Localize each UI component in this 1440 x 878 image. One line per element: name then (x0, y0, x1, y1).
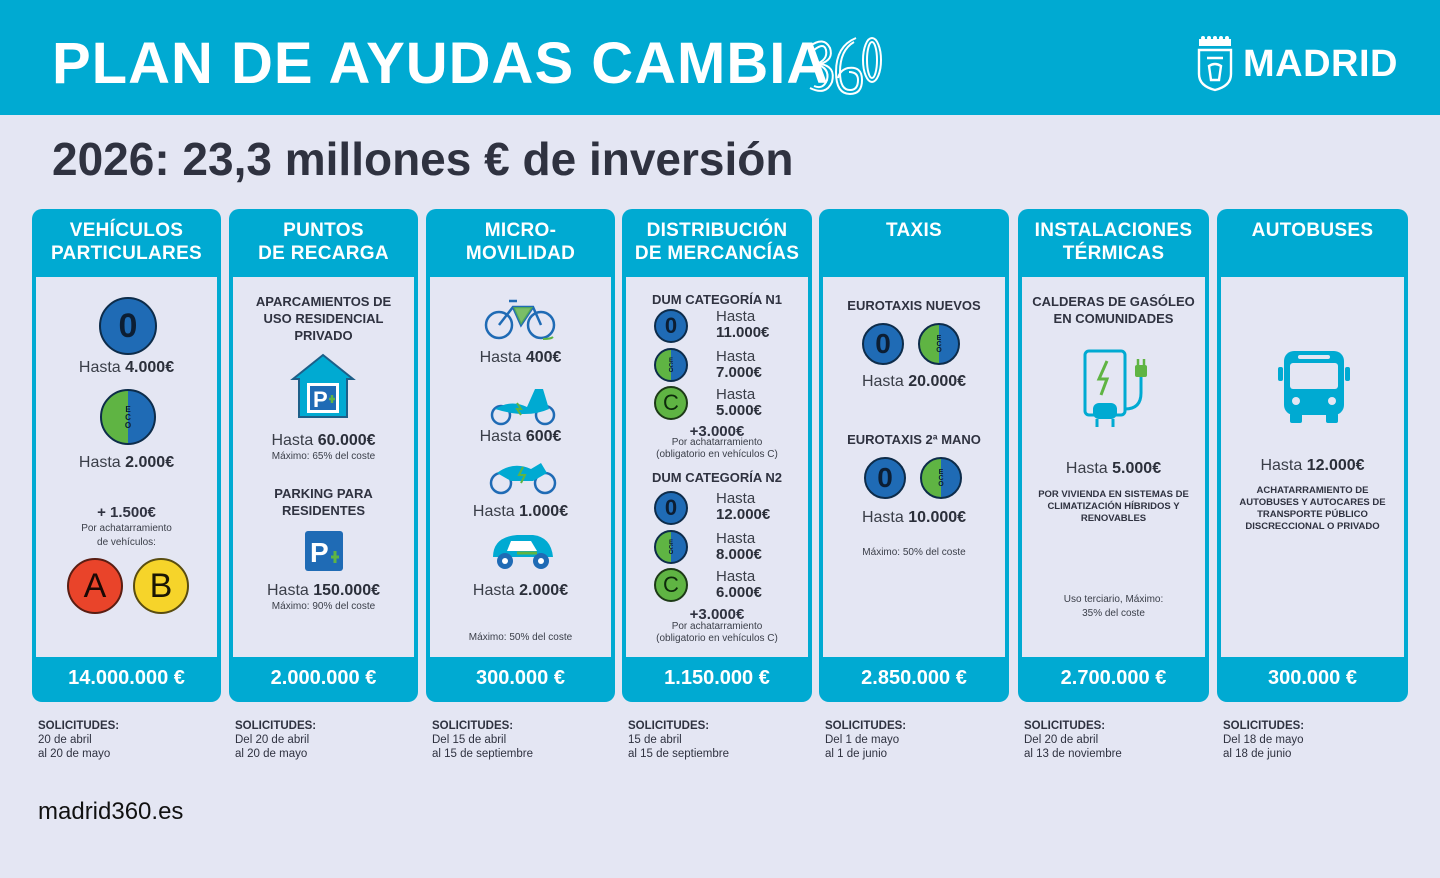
card-body (823, 277, 1005, 657)
section-title (233, 293, 414, 344)
max-note: Máximo: 65% del coste (271, 451, 376, 462)
section-title: EUROTAXIS NUEVOS (847, 298, 981, 313)
note-line: CLIMATIZACIÓN HÍBRIDOS Y (1047, 501, 1180, 512)
title-line: PARKING PARA (274, 486, 373, 501)
n2-title: DUM CATEGORÍA N2 (652, 470, 782, 485)
card-total: 300.000 € (476, 667, 565, 689)
applications-label: SOLICITUDES: (1223, 720, 1305, 732)
applications-date: al 1 de junio (825, 748, 888, 760)
card-total: 2.850.000 € (861, 667, 967, 689)
card-body (1022, 277, 1205, 657)
electric-scooter-icon (487, 381, 559, 427)
hasta-label: Hasta (78, 454, 121, 471)
parking-charger-icon (303, 529, 345, 573)
note-line: Por achatarramiento (671, 437, 763, 448)
house-parking-icon (289, 351, 357, 421)
electric-bike-icon (483, 297, 559, 343)
hasta-label: Hasta (78, 359, 121, 376)
eco-label-icon (100, 389, 156, 445)
amount-value: 5.000€ (1112, 460, 1162, 477)
heading-line: DE RECARGA (258, 243, 389, 264)
note-line: POR VIVIENDA EN SISTEMAS DE (1038, 489, 1189, 500)
amount-bus (1221, 457, 1404, 475)
amount-value: 6.000€ (716, 584, 762, 601)
aid-cards (32, 209, 1408, 702)
amount-bike (430, 349, 611, 367)
n2-bonus-note (626, 621, 808, 645)
card-total: 2.700.000 € (1060, 667, 1167, 689)
n1-amount-c (716, 387, 762, 419)
amount-value: 1.000€ (519, 503, 569, 520)
bus-note (1221, 485, 1404, 533)
applications-label: SOLICITUDES: (432, 720, 514, 732)
electric-motorbike-icon (487, 453, 559, 499)
hasta-label: Hasta (861, 509, 904, 526)
card-heading (1018, 219, 1209, 265)
card-total: 2.000.000 € (270, 667, 377, 689)
applications-vehiculos (38, 719, 119, 761)
applications-date: Del 18 de mayo (1223, 734, 1304, 746)
hasta-label: Hasta (472, 582, 515, 599)
applications-date: al 15 de septiembre (432, 748, 534, 760)
investment-headline: 2026: 23,3 millones € de inversión (52, 133, 794, 185)
hasta-label: Hasta (716, 386, 756, 403)
amount-value: 400€ (525, 349, 562, 366)
card-body (233, 277, 414, 657)
heading-line: MOVILIDAD (465, 243, 576, 264)
n2-amount-eco (716, 531, 762, 563)
card-autobuses (1217, 209, 1408, 702)
amount-new-eurotaxi (823, 373, 1005, 391)
note-line: Uso terciario, Máximo: (1063, 594, 1164, 605)
card-heading (622, 219, 812, 265)
applications-label: SOLICITUDES: (1024, 720, 1106, 732)
card-vehiculos-particulares (32, 209, 221, 702)
heading-line: AUTOBUSES (1251, 220, 1374, 241)
eco-text: ECO (123, 405, 133, 429)
brand-name: MADRID (1243, 42, 1398, 85)
card-total: 1.150.000 € (664, 667, 770, 689)
max-note: Máximo: 50% del coste (468, 632, 573, 643)
amount-value: 4.000€ (125, 359, 175, 376)
label-c-icon: C (654, 568, 688, 602)
amount-eco (36, 454, 217, 472)
note-line: de vehículos: (97, 537, 156, 548)
amount-value: 20.000€ (908, 373, 967, 390)
page-title: PLAN DE AYUDAS CAMBIA (52, 31, 830, 96)
note-line: Por achatarramiento (81, 523, 172, 534)
section-title (233, 485, 414, 519)
section-title: EUROTAXIS 2ª MANO (847, 432, 981, 447)
hasta-label: Hasta (716, 568, 756, 585)
n1-amount-zero (716, 309, 769, 341)
n1-amount-eco (716, 349, 762, 381)
label-a-icon: A (67, 558, 123, 614)
eco-label-icon (654, 530, 688, 564)
madrid-brand (1195, 36, 1398, 92)
title-line: CALDERAS DE GASÓLEO (1032, 294, 1195, 309)
card-total: 14.000.000 € (68, 667, 185, 689)
amount-microcar (430, 582, 611, 600)
applications-date: 20 de abril (38, 734, 92, 746)
max-note (1022, 593, 1205, 621)
amount-value: 2.000€ (519, 582, 569, 599)
parking-letter: P (310, 537, 329, 568)
amount-value: 8.000€ (716, 546, 762, 563)
hasta-label: Hasta (716, 348, 756, 365)
note-line: DISCRECCIONAL O PRIVADO (1245, 521, 1380, 532)
hasta-label: Hasta (716, 308, 756, 325)
amount-residential (233, 432, 414, 450)
title-line: EN COMUNIDADES (1053, 311, 1174, 326)
section-title (1022, 293, 1205, 327)
zero-emission-label-icon: 0 (99, 297, 157, 355)
applications-date: al 18 de junio (1223, 748, 1292, 760)
title-line: PRIVADO (294, 328, 353, 343)
card-body (1221, 277, 1404, 657)
eco-label-icon (920, 457, 962, 499)
zero-emission-label-icon: 0 (654, 491, 688, 525)
eco-text: ECO (935, 335, 943, 353)
applications-date: Del 1 de mayo (825, 734, 900, 746)
n2-amount-c (716, 569, 762, 601)
applications-micromovilidad (432, 719, 533, 761)
title-line: USO RESIDENCIAL (263, 311, 384, 326)
card-total: 300.000 € (1268, 667, 1357, 689)
zero-emission-label-icon: 0 (862, 323, 904, 365)
applications-label: SOLICITUDES: (628, 720, 710, 732)
card-taxis (819, 209, 1009, 702)
amount-residents-parking (233, 582, 414, 600)
card-distribucion-mercancias (622, 209, 812, 702)
cambia-360-logo-icon (806, 32, 884, 100)
applications-label: SOLICITUDES: (38, 720, 120, 732)
card-heading (1217, 219, 1408, 242)
title-line: APARCAMIENTOS DE (255, 294, 392, 309)
note-line: (obligatorio en vehículos C) (656, 449, 778, 460)
applications-date: Del 20 de abril (1024, 734, 1099, 746)
heading-line: DE MERCANCÍAS (634, 243, 800, 264)
note-line: ACHATARRAMIENTO DE (1256, 485, 1369, 496)
n1-title: DUM CATEGORÍA N1 (652, 292, 782, 307)
amount-value: 150.000€ (313, 582, 380, 599)
applications-termicas (1024, 719, 1122, 761)
electric-microcar-icon (487, 527, 559, 573)
applications-date: 15 de abril (628, 734, 682, 746)
label-b-icon: B (133, 558, 189, 614)
applications-recarga (235, 719, 316, 761)
amount-value: 7.000€ (716, 364, 762, 381)
applications-date: al 15 de septiembre (628, 748, 730, 760)
header-bar (0, 0, 1440, 115)
eco-text: ECO (668, 539, 674, 555)
heat-pump-charger-icon (1079, 349, 1153, 429)
heading-line: VEHÍCULOS (69, 220, 184, 241)
hasta-label: Hasta (1260, 457, 1303, 474)
amount-zero (36, 359, 217, 377)
label-c-icon: C (654, 386, 688, 420)
card-body (626, 277, 808, 657)
note-line: 35% del coste (1082, 608, 1145, 619)
note-line: RENOVABLES (1080, 513, 1147, 524)
heading-line: PUNTOS (283, 220, 364, 241)
eco-label-icon (654, 348, 688, 382)
note-line: AUTOBUSES Y AUTOCARES DE (1239, 497, 1386, 508)
card-heading (819, 219, 1009, 242)
n1-bonus-note (626, 437, 808, 461)
card-heading (426, 219, 615, 265)
applications-date: al 20 de mayo (38, 748, 111, 760)
heading-line: TÉRMICAS (1062, 243, 1165, 264)
amount-value: 5.000€ (716, 402, 762, 419)
hasta-label: Hasta (472, 503, 515, 520)
amount-value: 600€ (525, 428, 562, 445)
applications-label: SOLICITUDES: (825, 720, 907, 732)
applications-date: al 20 de mayo (235, 748, 308, 760)
amount-used-eurotaxi (823, 509, 1005, 527)
card-heading (229, 219, 418, 265)
hasta-label: Hasta (716, 490, 756, 507)
amount-value: 12.000€ (1306, 457, 1365, 474)
hasta-label: Hasta (716, 530, 756, 547)
heading-line: MICRO- (484, 220, 557, 241)
hasta-label: Hasta (271, 432, 314, 449)
title-line: RESIDENTES (281, 503, 366, 518)
parking-letter: P (313, 387, 328, 412)
heading-line: DISTRIBUCIÓN (646, 220, 788, 241)
eco-text: ECO (937, 469, 945, 487)
card-body (430, 277, 611, 657)
applications-taxis (825, 719, 906, 761)
boiler-note (1022, 489, 1205, 525)
card-heading (32, 219, 221, 265)
hasta-label: Hasta (861, 373, 904, 390)
n2-amount-zero (716, 491, 770, 523)
card-body (36, 277, 217, 657)
amount-value: 10.000€ (908, 509, 967, 526)
heading-line: PARTICULARES (50, 243, 203, 264)
note-line: Por achatarramiento (671, 621, 763, 632)
amount-boiler (1022, 460, 1205, 478)
scrapping-bonus: + 1.500€ (97, 504, 156, 521)
hasta-label: Hasta (479, 349, 522, 366)
heading-line: INSTALACIONES (1034, 220, 1193, 241)
note-line: (obligatorio en vehículos C) (656, 633, 778, 644)
max-note: Máximo: 50% del coste (862, 547, 966, 558)
card-puntos-recarga (229, 209, 418, 702)
note-line: TRANSPORTE PÚBLICO (1257, 509, 1368, 520)
applications-autobuses (1223, 719, 1304, 761)
bonus-note (36, 522, 217, 550)
amount-value: 2.000€ (125, 454, 175, 471)
amount-value: 60.000€ (317, 432, 376, 449)
max-note: Máximo: 90% del coste (271, 601, 376, 612)
zero-emission-label-icon: 0 (864, 457, 906, 499)
applications-date: al 13 de noviembre (1024, 748, 1122, 760)
n1-bonus: +3.000€ (689, 423, 745, 440)
eco-text: ECO (668, 357, 674, 373)
applications-label: SOLICITUDES: (235, 720, 317, 732)
n2-bonus: +3.000€ (689, 606, 745, 623)
hasta-label: Hasta (479, 428, 522, 445)
card-micromovilidad (426, 209, 615, 702)
hasta-label: Hasta (1065, 460, 1108, 477)
heading-line: TAXIS (885, 220, 943, 241)
applications-date: Del 20 de abril (235, 734, 310, 746)
madrid-crest-icon (1195, 36, 1235, 92)
card-instalaciones-termicas (1018, 209, 1209, 702)
hasta-label: Hasta (267, 582, 309, 599)
amount-value: 12.000€ (716, 506, 771, 523)
eco-label-icon (918, 323, 960, 365)
amount-scooter (430, 428, 611, 446)
amount-value: 11.000€ (716, 324, 770, 341)
applications-date: Del 15 de abril (432, 734, 507, 746)
applications-mercancias (628, 719, 729, 761)
zero-emission-label-icon: 0 (654, 309, 688, 343)
bus-icon (1274, 349, 1354, 427)
website-url[interactable]: madrid360.es (38, 798, 184, 825)
amount-motorbike (430, 503, 611, 521)
